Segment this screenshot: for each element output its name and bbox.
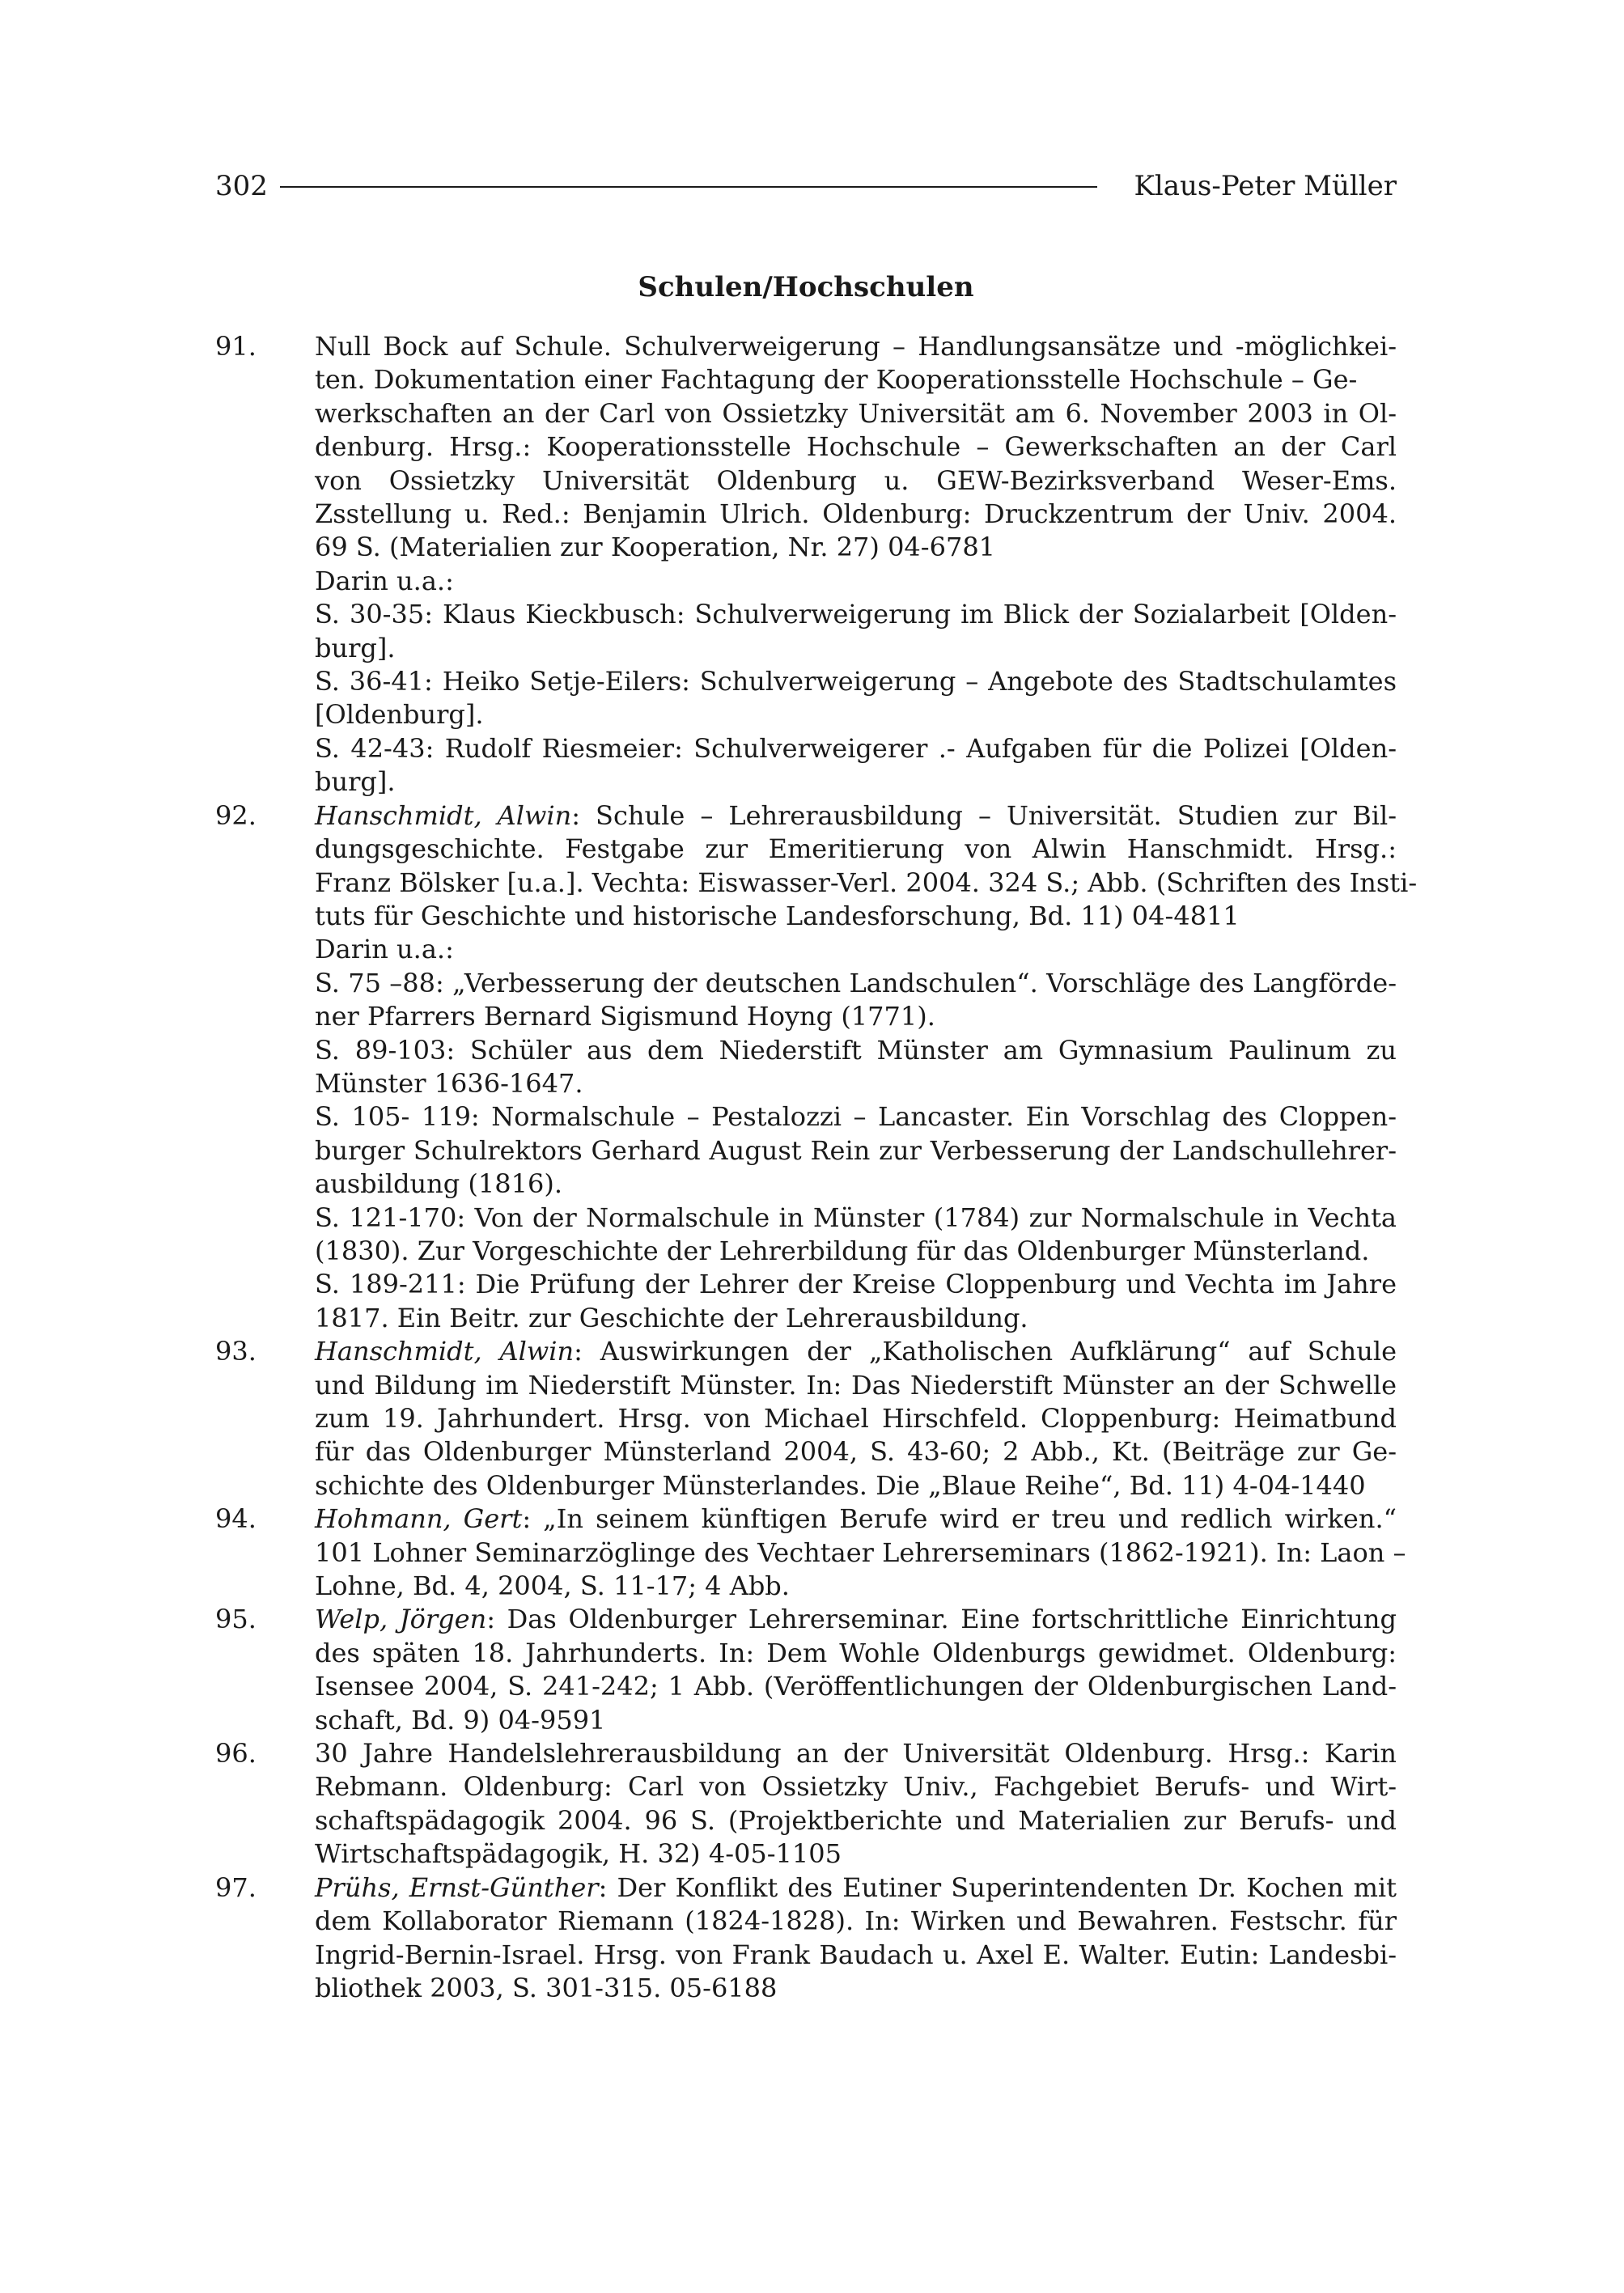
entry-text (315, 1737, 1397, 1871)
entry-line: ten. Dokumentation einer Fachtagung der Kooperationsstelle Hochschule – Ge- (315, 364, 1358, 396)
running-head: Klaus-Peter Müller (1134, 170, 1397, 202)
entry-line: S. 30-35: Klaus Kieckbusch: Schulverweigerung im Blick der Sozialarbeit [Olden- (315, 599, 1397, 630)
entry-text (315, 330, 1397, 799)
entry-line: Isensee 2004, S. 241-242; 1 Abb. (Veröffentlichungen der Oldenburgischen Land- (315, 1671, 1397, 1702)
entry-line: burg]. (315, 766, 396, 798)
bibliography-entry (215, 1737, 1397, 1871)
entry-number: 96. (215, 1738, 257, 1770)
entry-line: (1830). Zur Vorgeschichte der Lehrerbildung für das Oldenburger Münsterland. (315, 1235, 1370, 1266)
entry-number: 94. (215, 1503, 257, 1535)
entry-line: schaft, Bd. 9) 04-9591 (315, 1704, 606, 1736)
entry-line: S. 89-103: Schüler aus dem Niederstift Münster am Gymnasium Paulinum zu (315, 1034, 1397, 1066)
entry-author: Prühs, Ernst-Günther (315, 1871, 599, 1903)
entry-line: S. 75 –88: „Verbesserung der deutschen Landschulen“. Vorschläge des Langförde- (315, 967, 1397, 998)
entry-line: Rebmann. Oldenburg: Carl von Ossietzky Univ., Fachgebiet Berufs- und Wirt- (315, 1771, 1397, 1803)
entry-line: Franz Bölsker [u.a.]. Vechta: Eiswasser-Verl. 2004. 324 S.; Abb. (Schriften des Insti- (315, 867, 1418, 898)
entry-author: Hanschmidt, Alwin (315, 799, 572, 831)
entry-line: burg]. (315, 632, 396, 663)
entry-line: S. 189-211: Die Prüfung der Lehrer der Kreise Cloppenburg und Vechta im Jahre (315, 1269, 1397, 1300)
entry-line: bliothek 2003, S. 301-315. 05-6188 (315, 1972, 778, 2003)
entry-line: [Oldenburg]. (315, 699, 484, 731)
entry-author: Hanschmidt, Alwin (315, 1336, 575, 1367)
bibliography-entry (215, 330, 1397, 799)
bibliography-entry (215, 799, 1418, 1336)
entry-line: S. 105- 119: Normalschule – Pestalozzi – Lancaster. Ein Vorschlag des Cloppen- (315, 1101, 1397, 1133)
entry-number: 91. (215, 331, 257, 362)
entry-line: 101 Lohner Seminarzöglinge des Vechtaer Lehrerseminars (1862-1921). In: Laon – (315, 1536, 1406, 1568)
entry-line: S. 42-43: Rudolf Riesmeier: Schulverweigerer .- Aufgaben für die Polizei [Olden- (315, 732, 1397, 764)
entry-text (315, 799, 1418, 1336)
entry-line: Lohne, Bd. 4, 2004, S. 11-17; 4 Abb. (315, 1570, 790, 1602)
entry-number: 93. (215, 1336, 257, 1367)
entry-line: zum 19. Jahrhundert. Hrsg. von Michael Hirschfeld. Cloppenburg: Heimatbund (315, 1403, 1397, 1434)
entry-line: burger Schulrektors Gerhard August Rein zur Verbesserung der Landschullehrer- (315, 1134, 1397, 1166)
entry-line: Münster 1636-1647. (315, 1067, 583, 1099)
entry-line: Prühs, Ernst-Günther: Der Konflikt des Eutiner Superintendenten Dr. Kochen mit (315, 1871, 1397, 1903)
header-rule (280, 186, 1097, 188)
entry-line: für das Oldenburger Münsterland 2004, S. 43-60; 2 Abb., Kt. (Beiträge zur Ge- (315, 1436, 1397, 1468)
entry-line: werkschaften an der Carl von Ossietzky Universität am 6. November 2003 in Ol- (315, 397, 1397, 429)
entry-line: Hanschmidt, Alwin: Auswirkungen der „Katholischen Aufklärung“ auf Schule (315, 1336, 1397, 1367)
entry-number: 92. (215, 799, 257, 831)
entry-line: Hanschmidt, Alwin: Schule – Lehrerausbildung – Universität. Studien zur Bil- (315, 799, 1397, 831)
entry-number: 97. (215, 1871, 257, 1903)
entry-line: S. 121-170: Von der Normalschule in Münster (1784) zur Normalschule in Vechta (315, 1202, 1397, 1233)
entry-line: Ingrid-Bernin-Israel. Hrsg. von Frank Baudach u. Axel E. Walter. Eutin: Landesbi- (315, 1939, 1397, 1970)
entry-line: tuts für Geschichte und historische Landesforschung, Bd. 11) 04-4811 (315, 900, 1240, 931)
entry-line: Null Bock auf Schule. Schulverweigerung – Handlungsansätze und -möglichkei- (315, 331, 1397, 362)
entry-line: des späten 18. Jahrhunderts. In: Dem Wohle Oldenburgs gewidmet. Oldenburg: (315, 1637, 1397, 1668)
entry-number: 95. (215, 1604, 257, 1635)
entry-text (315, 1503, 1406, 1603)
entry-line: 69 S. (Materialien zur Kooperation, Nr. 27) 04-6781 (315, 532, 996, 563)
bibliography-entry (215, 1603, 1397, 1737)
bibliography-entry (215, 1871, 1397, 2006)
bibliography-entry (215, 1335, 1397, 1503)
entry-author: Welp, Jörgen (315, 1604, 487, 1635)
entry-text (315, 1871, 1397, 2006)
entry-text (315, 1603, 1397, 1737)
entry-line: Hohmann, Gert: „In seinem künftigen Berufe wird er treu und redlich wirken.“ (315, 1503, 1397, 1535)
entry-line: Zsstellung u. Red.: Benjamin Ulrich. Oldenburg: Druckzentrum der Univ. 2004. (315, 498, 1397, 530)
page-header (215, 166, 1397, 206)
entry-line: Darin u.a.: (315, 934, 454, 965)
entry-line: denburg. Hrsg.: Kooperationsstelle Hochschule – Gewerkschaften an der Carl (315, 431, 1397, 463)
page-number: 302 (215, 170, 268, 202)
bibliography-list (215, 330, 1418, 2005)
section-title: Schulen/Hochschulen (638, 271, 974, 303)
entry-line: Wirtschaftspädagogik, H. 32) 4-05-1105 (315, 1838, 842, 1870)
entry-line: dungsgeschichte. Festgabe zur Emeritierung von Alwin Hanschmidt. Hrsg.: (315, 833, 1397, 865)
entry-author: Hohmann, Gert (315, 1503, 523, 1535)
entry-line: 30 Jahre Handelslehrerausbildung an der Universität Oldenburg. Hrsg.: Karin (315, 1738, 1397, 1770)
entry-line: dem Kollaborator Riemann (1824-1828). In: Wirken und Bewahren. Festschr. für (315, 1905, 1397, 1937)
entry-line: S. 36-41: Heiko Setje-Eilers: Schulverweigerung – Angebote des Stadtschulamtes (315, 666, 1397, 697)
entry-line: schichte des Oldenburger Münsterlandes. Die „Blaue Reihe“, Bd. 11) 4-04-1440 (315, 1469, 1366, 1501)
entry-line: schaftspädagogik 2004. 96 S. (Projektberichte und Materialien zur Berufs- und (315, 1804, 1397, 1836)
entry-line: ausbildung (1816). (315, 1168, 562, 1200)
entry-line: Welp, Jörgen: Das Oldenburger Lehrerseminar. Eine fortschrittliche Einrichtung (315, 1604, 1397, 1635)
entry-line: 1817. Ein Beitr. zur Geschichte der Lehrerausbildung. (315, 1302, 1028, 1333)
entry-line: ner Pfarrers Bernard Sigismund Hoyng (1771). (315, 1001, 935, 1032)
entry-line: Darin u.a.: (315, 565, 454, 596)
entry-line: und Bildung im Niederstift Münster. In: Das Niederstift Münster an der Schwelle (315, 1369, 1397, 1401)
entry-text (315, 1335, 1397, 1503)
bibliography-entry (215, 1503, 1406, 1603)
entry-line: von Ossietzky Universität Oldenburg u. GEW-Bezirksverband Weser-Ems. (315, 464, 1397, 496)
